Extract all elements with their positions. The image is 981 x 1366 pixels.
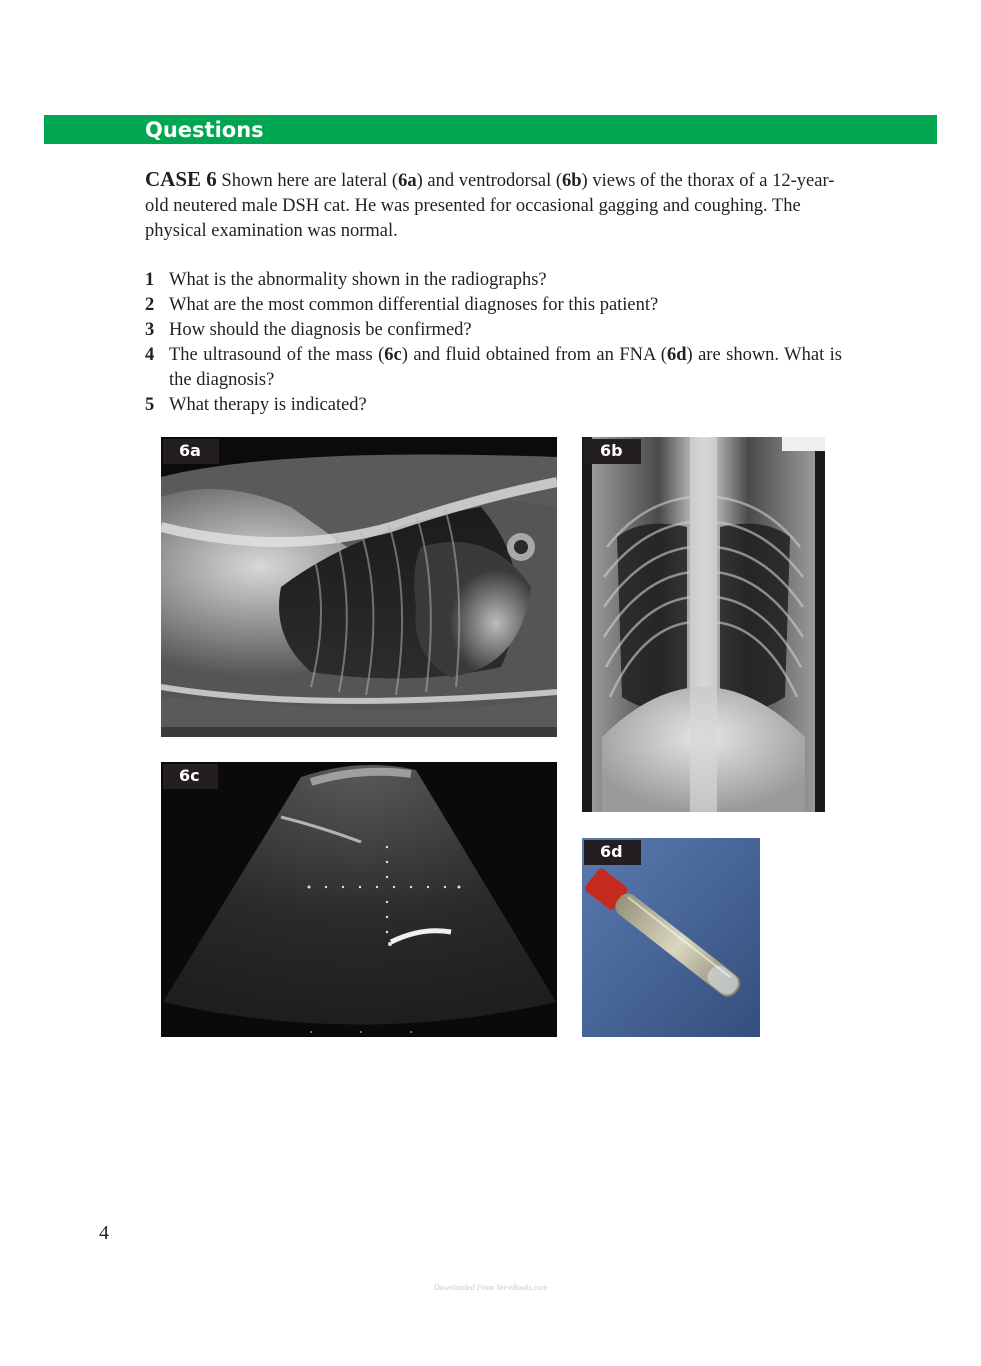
fig-ref: 6b [562, 171, 582, 191]
figure-label: 6c [163, 764, 218, 789]
figure-6c-ultrasound [161, 762, 557, 1037]
fig-ref: 6a [398, 171, 417, 191]
question-item [145, 343, 842, 393]
radiograph-image [582, 437, 825, 812]
watermark: Downloaded From Vet-eBooks.com [433, 1283, 548, 1292]
question-text: What are the most common differential diagnoses for this patient? [169, 295, 659, 315]
question-number: 1 [145, 270, 155, 290]
question-number: 5 [145, 395, 155, 415]
question-list [145, 268, 842, 418]
figure-6a-lateral-radiograph [161, 437, 557, 737]
figure-label: 6a [163, 439, 219, 464]
case-label: CASE 6 [145, 167, 217, 191]
section-title: Questions [145, 118, 264, 142]
section-header-bar [44, 115, 937, 144]
radiograph-image [161, 437, 557, 737]
intro-text: Shown here are lateral ( [216, 171, 399, 191]
question-text: ) are shown. What is the diagnosis? [169, 345, 843, 390]
sample-tube-image [582, 838, 760, 1037]
question-number: 3 [145, 320, 155, 340]
page-number: 4 [99, 1222, 109, 1244]
question-text: What therapy is indicated? [169, 395, 367, 415]
question-text: How should the diagnosis be confirmed? [169, 320, 472, 340]
question-number: 4 [145, 345, 155, 365]
question-item [145, 268, 842, 293]
intro-text: ) and ventrodorsal ( [416, 171, 562, 191]
figure-label: 6d [584, 840, 641, 865]
question-text: What is the abnormality shown in the radiographs? [169, 270, 547, 290]
question-item [145, 318, 842, 343]
question-item [145, 293, 842, 318]
question-item [145, 393, 842, 418]
question-text: The ultrasound of the mass ( [169, 345, 385, 365]
question-text: ) and fluid obtained from an FNA ( [401, 345, 667, 365]
figure-6d-fluid-sample-photo [582, 838, 760, 1037]
figure-6b-ventrodorsal-radiograph [582, 437, 825, 812]
ultrasound-image [161, 762, 557, 1037]
case-intro [145, 167, 842, 244]
intro-text: ) views of the thorax of a 12-year-old neutered male DSH cat. He was presented for occasional gagging and coughing. The physical examination was normal. [145, 171, 835, 241]
question-number: 2 [145, 295, 155, 315]
figure-label: 6b [584, 439, 641, 464]
fig-ref: 6c [384, 345, 402, 365]
fig-ref: 6d [666, 345, 687, 365]
